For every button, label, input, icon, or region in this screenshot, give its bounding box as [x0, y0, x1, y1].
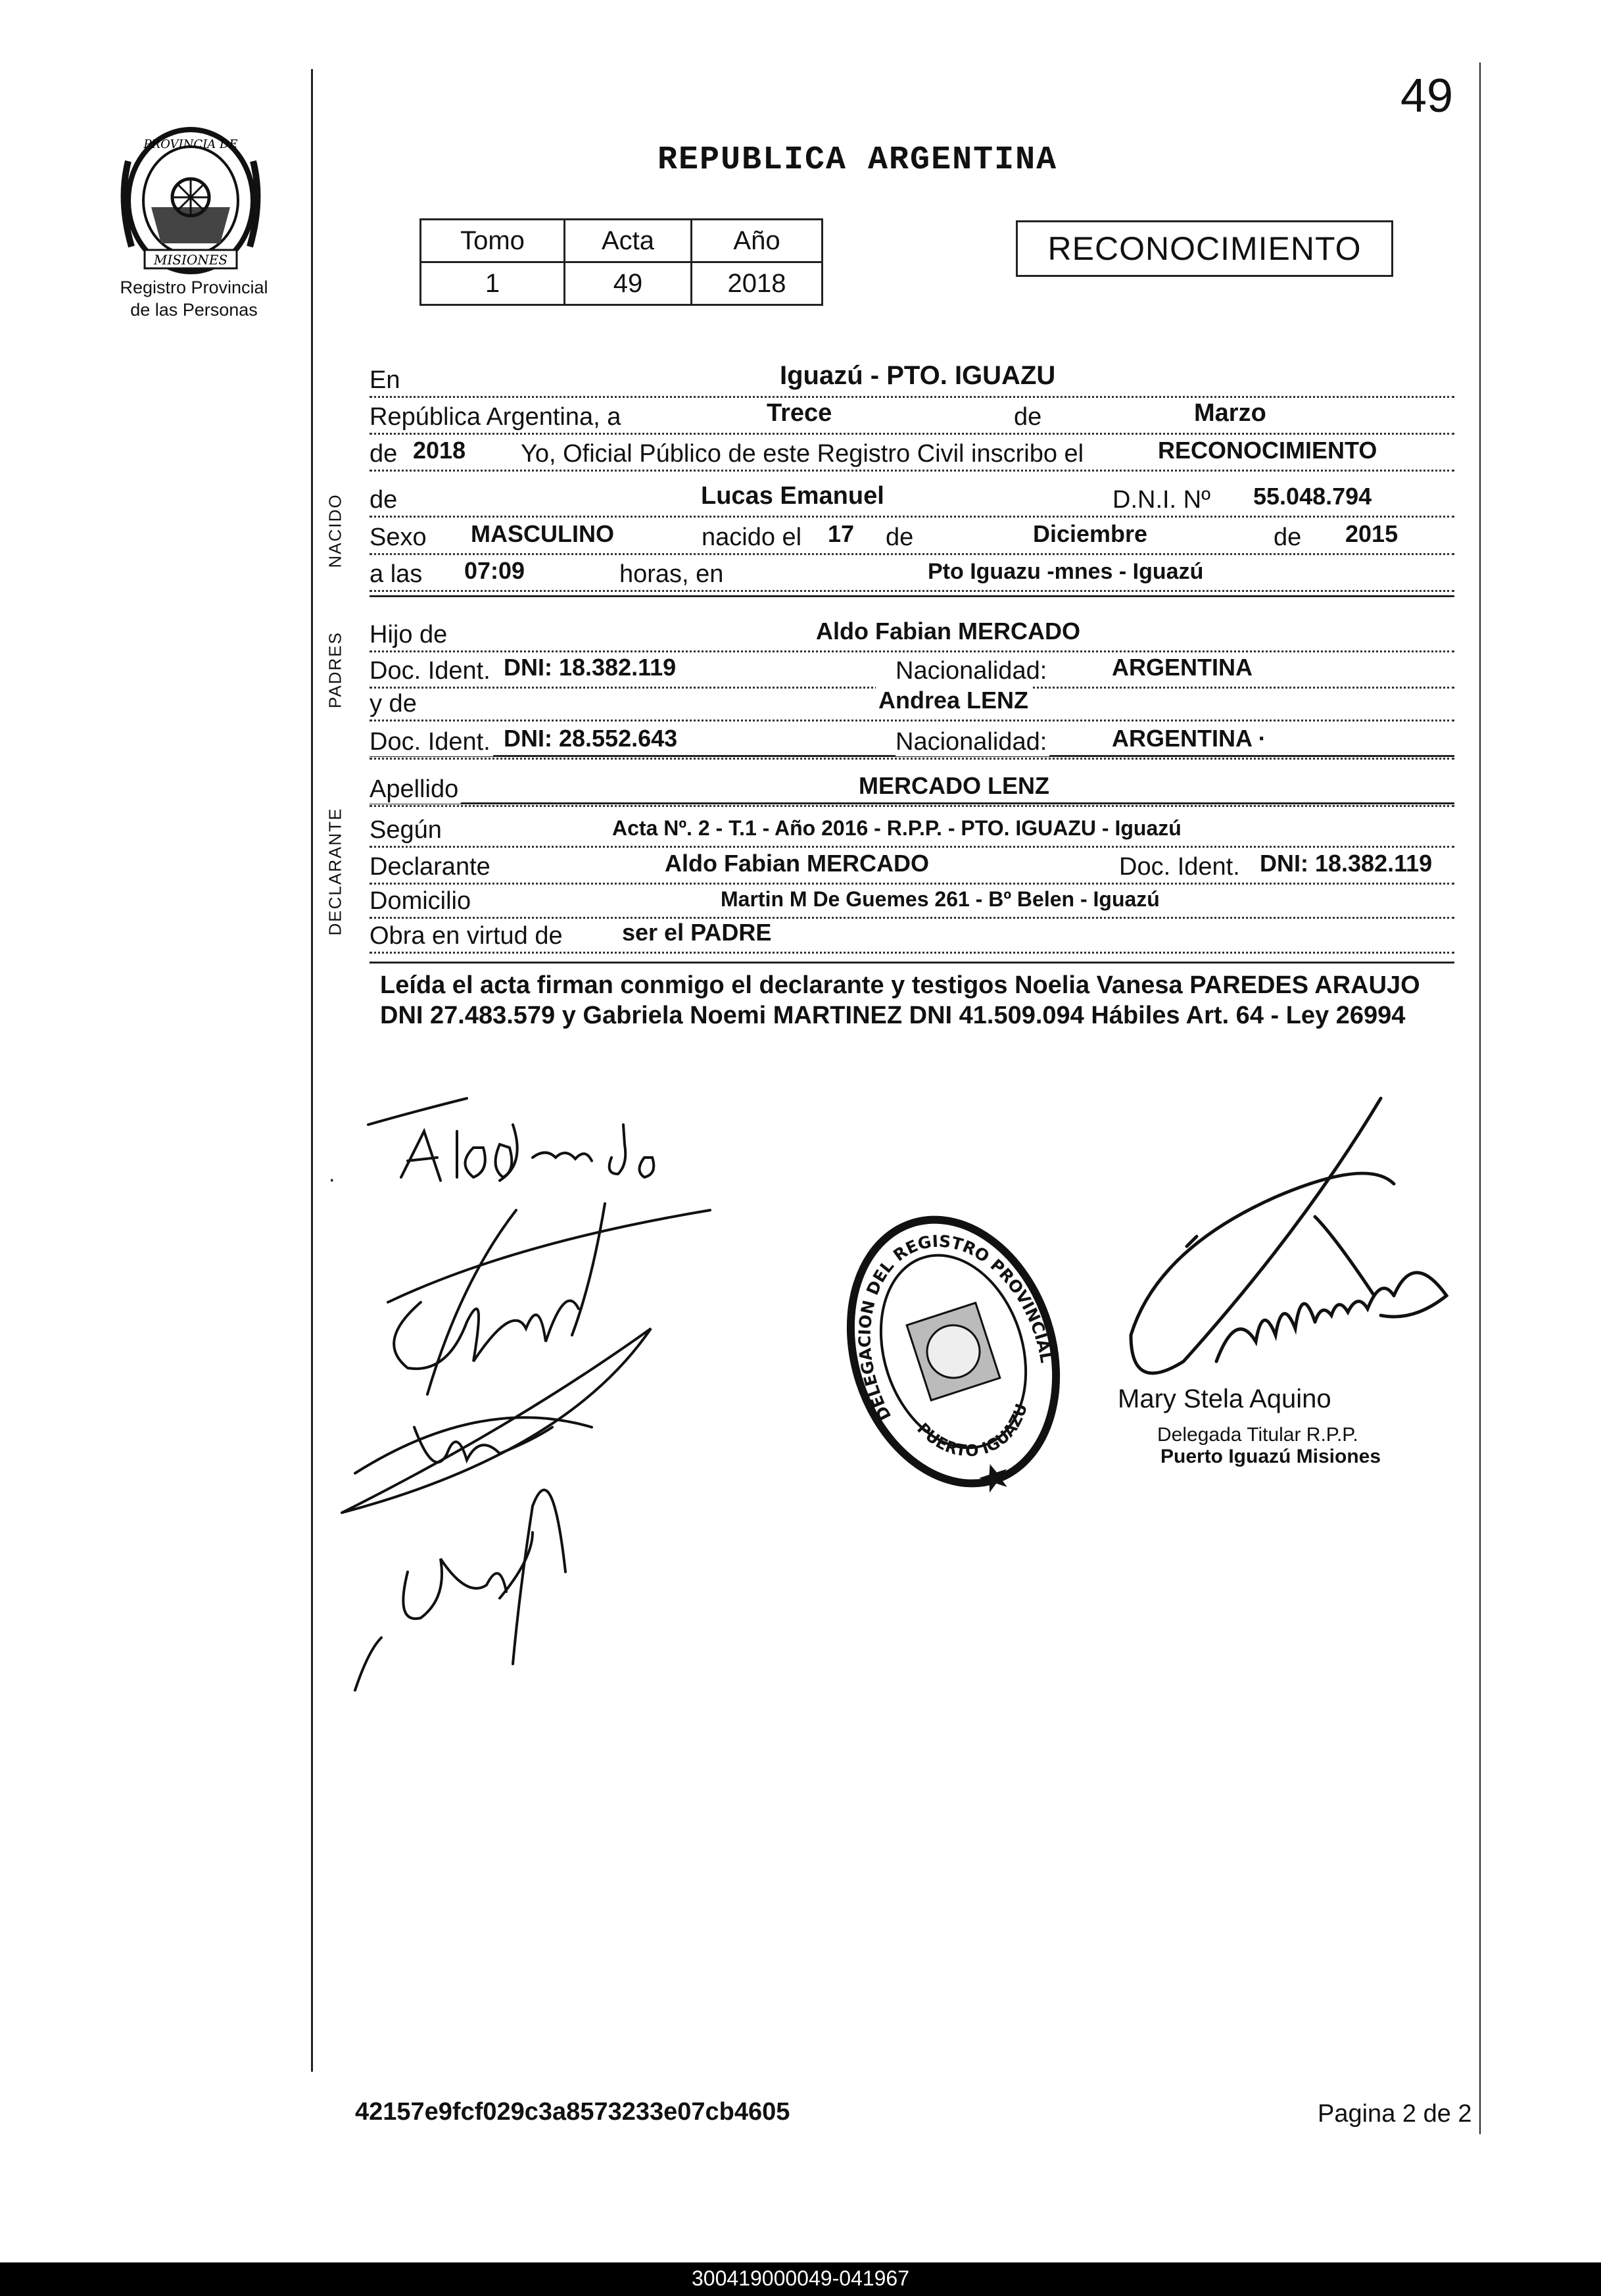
- declarant-doc-value: DNI: 18.382.119: [1257, 850, 1435, 877]
- row-father-doc: [370, 651, 1454, 689]
- seal-ring-text: DELEGACION DEL REGISTRO PROVINCIAL: [855, 1231, 1057, 1424]
- record-table-header: Acta: [565, 220, 692, 262]
- record-table-cell: 2018: [692, 262, 823, 305]
- section-divider-nacido: [370, 595, 1454, 597]
- row-location: [370, 360, 1454, 398]
- address-label: Domicilio: [370, 887, 473, 916]
- witness-signatures: [316, 1085, 776, 1812]
- sex-value: MASCULINO: [468, 520, 617, 548]
- official-seal: [835, 1197, 1072, 1509]
- document-hash: 42157e9fcf029c3a8573233e07cb4605: [355, 2098, 790, 2126]
- date-label: República Argentina, a: [370, 403, 623, 431]
- record-table-header: Tomo: [421, 220, 565, 262]
- year-label: de: [370, 440, 400, 468]
- side-label-nacido: NACIDO: [325, 493, 345, 568]
- row-surname: [370, 769, 1454, 807]
- birth-year-label: de: [1274, 524, 1304, 552]
- row-mother-doc: [370, 722, 1454, 760]
- acting-as-label: Obra en virtud de: [370, 922, 565, 950]
- child-name-value: Lucas Emanuel: [698, 482, 887, 510]
- father-label: Hijo de: [370, 621, 450, 649]
- mother-nationality-value: ARGENTINA ·: [1109, 725, 1269, 752]
- father-doc-label: Doc. Ident.: [370, 657, 493, 685]
- closing-statement: Leída el acta firman conmigo el declarante y testigos Noelia Vanesa PAREDES ARAUJO DNI 27.483.579 y Gabriela Noemi MARTINEZ DNI 41.509.094 Hábiles Art. 64 - Ley 26994: [380, 971, 1420, 1029]
- signature-name-aldo: [414, 1118, 493, 1119]
- left-margin-line: [311, 69, 313, 2072]
- father-nationality-value: ARGENTINA: [1109, 654, 1255, 681]
- logo-top-text: PROVINCIA DE: [143, 137, 238, 151]
- side-label-padres: PADRES: [325, 631, 345, 708]
- hours-label: horas, en: [619, 560, 726, 589]
- record-table-header-row: [421, 220, 823, 262]
- child-label: de: [370, 486, 400, 514]
- row-according: [370, 810, 1454, 848]
- act-type-box: RECONOCIMIENTO: [1016, 220, 1393, 277]
- birth-place-value: Pto Iguazu -mnes - Iguazú: [925, 559, 1206, 585]
- father-nationality-label: Nacionalidad:: [896, 657, 1049, 685]
- row-acting-as: [370, 916, 1454, 954]
- row-declarant: [370, 847, 1454, 885]
- pagination: Pagina 2 de 2: [1318, 2100, 1472, 2128]
- mother-label: y de: [370, 690, 419, 718]
- record-table-value-row: [421, 262, 823, 305]
- logo-bottom-text: MISIONES: [153, 252, 228, 268]
- right-margin-line: [1479, 62, 1481, 2134]
- according-label: Según: [370, 816, 444, 844]
- mother-doc-label: Doc. Ident.: [370, 728, 493, 756]
- row-child: [370, 480, 1454, 518]
- according-value: Acta Nº. 2 - T.1 - Año 2016 - R.P.P. - PTO. IGUAZU - Iguazú: [609, 816, 1184, 841]
- birth-day-value: 17: [825, 520, 857, 548]
- sex-label: Sexo: [370, 524, 429, 552]
- mother-nationality-label: Nacionalidad:: [896, 728, 1049, 756]
- row-father: [370, 615, 1454, 652]
- declarant-label: Declarante: [370, 853, 493, 881]
- father-name-value: Aldo Fabian MERCADO: [813, 618, 1083, 645]
- section-divider-declarante: [370, 962, 1454, 964]
- born-label: nacido el: [702, 524, 804, 552]
- year-value: 2018: [410, 437, 468, 464]
- location-label: En: [370, 366, 402, 395]
- inscription-label: Yo, Oficial Público de este Registro Civil inscribo el: [521, 440, 1086, 468]
- row-date: [370, 397, 1454, 435]
- row-year: [370, 434, 1454, 472]
- row-mother: [370, 684, 1454, 721]
- date-day-value: Trece: [764, 399, 834, 427]
- date-month-value: Marzo: [1191, 399, 1269, 427]
- mother-doc-value: DNI: 28.552.643: [501, 725, 680, 752]
- svg-text:·: ·: [329, 1169, 335, 1192]
- acting-as-value: ser el PADRE: [619, 919, 774, 946]
- signer-location: Puerto Iguazú Misiones: [1160, 1446, 1381, 1467]
- act-value: RECONOCIMIENTO: [1155, 437, 1379, 464]
- record-table-cell: 1: [421, 262, 565, 305]
- row-address: [370, 881, 1454, 919]
- country-title: REPUBLICA ARGENTINA: [657, 141, 1058, 179]
- signer-title: Delegada Titular R.P.P.: [1157, 1424, 1358, 1446]
- mother-name-value: Andrea LENZ: [876, 687, 1031, 714]
- declarant-doc-label: Doc. Ident.: [1119, 853, 1243, 881]
- birth-month-value: Diciembre: [1030, 520, 1150, 548]
- row-birth-time: [370, 554, 1454, 592]
- registry-name-line2: de las Personas: [130, 300, 258, 320]
- record-table-header: Año: [692, 220, 823, 262]
- record-table: [419, 218, 823, 306]
- declarant-name-value: Aldo Fabian MERCADO: [662, 850, 932, 877]
- signer-name: Mary Stela Aquino: [1118, 1384, 1331, 1413]
- registrar-signature: [1105, 1085, 1473, 1404]
- barcode-number: 300419000049-041967: [692, 2266, 909, 2290]
- location-value: Iguazú - PTO. IGUAZU: [777, 361, 1058, 391]
- registry-name-line1: Registro Provincial: [120, 278, 268, 297]
- page-number: 49: [1400, 70, 1454, 122]
- surname-label: Apellido: [370, 775, 461, 804]
- province-coat-of-arms-logo: [105, 122, 276, 280]
- side-label-declarante: DECLARANTE: [325, 807, 345, 936]
- row-birth: [370, 518, 1454, 555]
- dni-label: D.N.I. Nº: [1112, 486, 1213, 514]
- birth-month-label: de: [886, 524, 916, 552]
- date-month-label: de: [1014, 403, 1044, 431]
- birth-year-value: 2015: [1343, 520, 1400, 548]
- father-doc-value: DNI: 18.382.119: [501, 654, 679, 681]
- birth-time-value: 07:09: [462, 557, 527, 585]
- registry-name: [105, 276, 283, 321]
- child-dni-value: 55.048.794: [1251, 483, 1374, 510]
- address-value: Martin M De Guemes 261 - Bº Belen - Iguazú: [718, 887, 1162, 912]
- surname-value: MERCADO LENZ: [856, 772, 1052, 800]
- record-table-cell: 49: [565, 262, 692, 305]
- time-label: a las: [370, 560, 425, 589]
- seal-bottom-text: PUERTO IGUAZU: [913, 1401, 1032, 1461]
